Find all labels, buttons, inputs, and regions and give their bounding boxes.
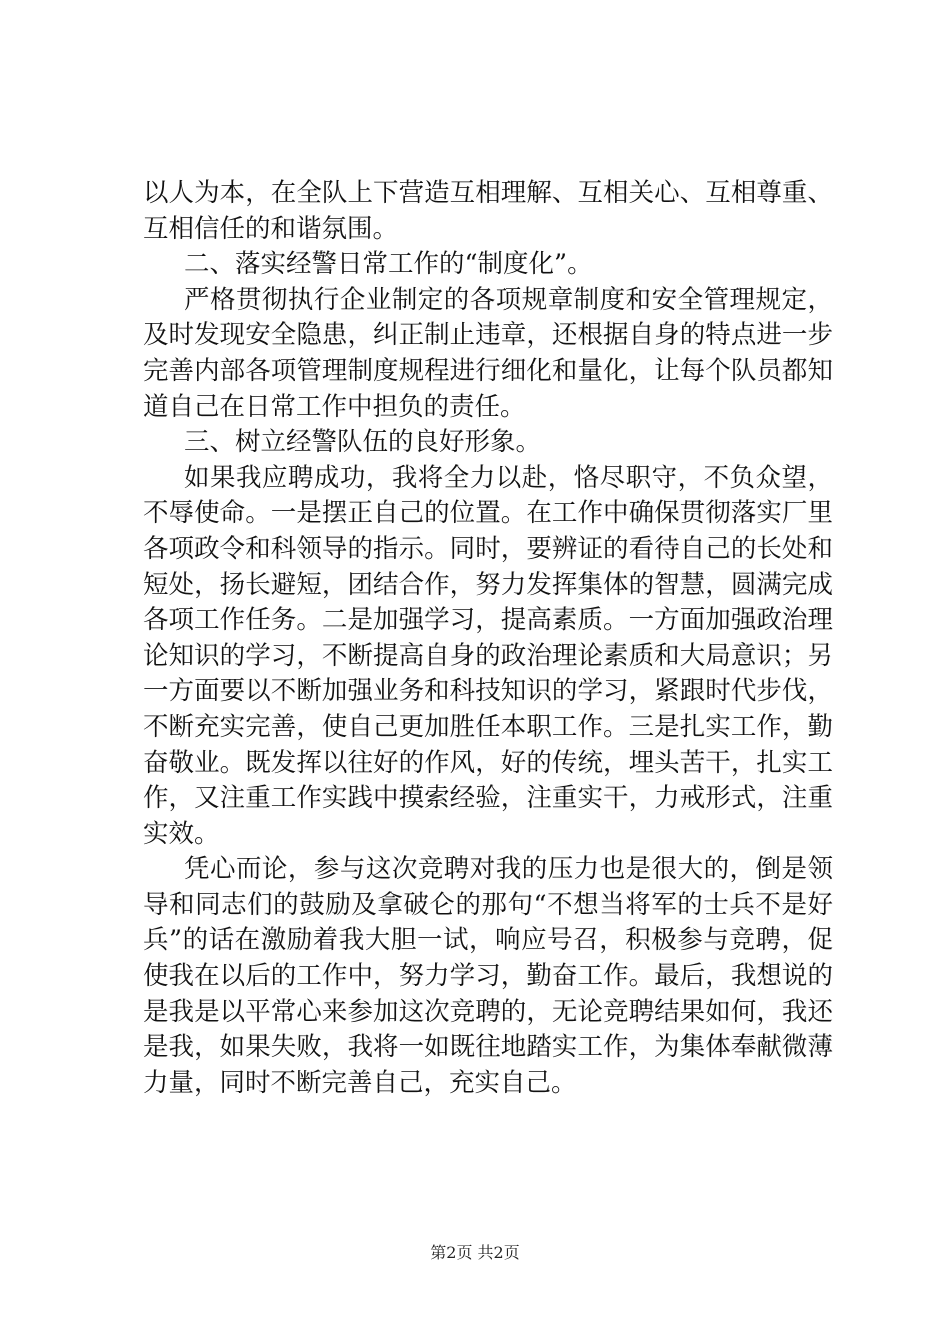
paragraph xyxy=(143,461,833,853)
text-line: 使我在以后的工作中，努力学习，勤奋工作。最后，我想说的 xyxy=(143,961,833,992)
text-line: 不断充实完善，使自己更加胜任本职工作。三是扎实工作，勤 xyxy=(143,711,833,742)
text-line: 导和同志们的鼓励及拿破仑的那句“不想当将军的士兵不是好 xyxy=(143,889,833,920)
text-line: 如果我应聘成功，我将全力以赴，恪尽职守，不负众望， xyxy=(184,462,833,493)
text-line: 是我是以平常心来参加这次竞聘的，无论竞聘结果如何，我还 xyxy=(143,996,833,1027)
text-line: 及时发现安全隐患，纠正制止违章，还根据自身的特点进一步 xyxy=(143,320,833,351)
text-line: 各项工作任务。二是加强学习，提高素质。一方面加强政治理 xyxy=(143,605,833,636)
text-line: 实效。 xyxy=(143,818,220,849)
text-line: 力量，同时不断完善自己，充实自己。 xyxy=(143,1067,577,1098)
text-line: 论知识的学习，不断提高自身的政治理论素质和大局意识；另 xyxy=(143,640,833,671)
text-line: 道自己在日常工作中担负的责任。 xyxy=(143,391,526,422)
text-line: 互相信任的和谐氛围。 xyxy=(143,213,399,244)
paragraph xyxy=(143,283,833,425)
page-number-label: 第2页 共2页 xyxy=(430,1243,520,1262)
page-footer xyxy=(0,1242,950,1264)
paragraph xyxy=(143,852,833,1101)
section-heading xyxy=(143,425,833,461)
text-line: 凭心而论，参与这次竞聘对我的压力也是很大的，倒是领 xyxy=(184,854,833,885)
text-line: 一方面要以不断加强业务和科技知识的学习，紧跟时代步伐， xyxy=(143,676,833,707)
body-text xyxy=(143,176,833,1101)
text-line: 完善内部各项管理制度规程进行细化和量化，让每个队员都知 xyxy=(143,355,833,386)
text-line: 三、树立经警队伍的良好形象。 xyxy=(184,427,542,458)
text-line: 是我，如果失败，我将一如既往地踏实工作，为集体奉献微薄 xyxy=(143,1032,833,1063)
paragraph xyxy=(143,176,833,247)
text-line: 奋敬业。既发挥以往好的作风，好的传统，埋头苦干，扎实工 xyxy=(143,747,833,778)
text-line: 短处，扬长避短，团结合作，努力发挥集体的智慧，圆满完成 xyxy=(143,569,833,600)
text-line: 以人为本，在全队上下营造互相理解、互相关心、互相尊重、 xyxy=(143,178,833,208)
text-line: 不辱使命。一是摆正自己的位置。在工作中确保贯彻落实厂里 xyxy=(143,498,833,529)
text-line: 兵”的话在激励着我大胆一试，响应号召，积极参与竞聘，促 xyxy=(143,925,833,956)
text-line: 严格贯彻执行企业制定的各项规章制度和安全管理规定， xyxy=(184,284,833,315)
section-heading xyxy=(143,247,833,283)
text-line: 作，又注重工作实践中摸索经验，注重实干，力戒形式，注重 xyxy=(143,783,833,814)
text-line: 各项政令和科领导的指示。同时，要辨证的看待自己的长处和 xyxy=(143,533,833,564)
text-line: 二、落实经警日常工作的“制度化”。 xyxy=(184,249,593,280)
